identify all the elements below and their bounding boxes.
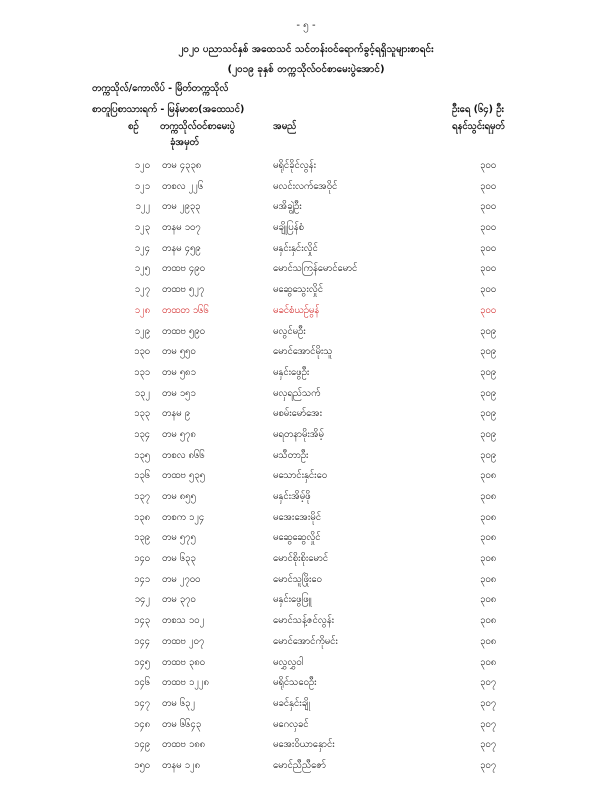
table-row <box>0 691 612 712</box>
row-number: ၁၂၀ <box>134 160 150 171</box>
marks: ၃၀၈ <box>480 470 497 482</box>
marks: ၃၀၈ <box>480 573 497 585</box>
total-count-label: ဦးရေ (၆၄) ဦး <box>452 104 504 115</box>
column-header-roll: တက္ကသိုလ်ဝင်စာမေးပွဲ <box>160 121 235 132</box>
student-name: မနှင်းနှင်းလှိုင် <box>273 242 318 254</box>
roll-number: တထဗ ၅၃၅ <box>162 470 205 482</box>
marks: ၃၀၀ <box>480 284 497 296</box>
table-row <box>0 525 612 546</box>
table-row <box>0 463 612 484</box>
row-number: ၁၄၀ <box>133 553 150 565</box>
student-name: မသောင်းနှင်းဝေ <box>273 470 328 482</box>
roll-number: တမ ၂၉၃၃ <box>162 201 201 213</box>
table-row <box>0 319 612 340</box>
column-header-roll-line2: ခုံအမှတ် <box>170 137 199 148</box>
table-row <box>0 546 612 567</box>
row-number: ၁၅၀ <box>133 759 150 771</box>
roll-number: တထဗ ၃၈၀ <box>162 656 205 668</box>
roll-number: တမ ၃၇၀ <box>162 594 196 606</box>
table-row <box>0 277 612 298</box>
student-name: မဆွေဆွေလှိုင် <box>273 532 321 544</box>
row-number: ၁၃၁ <box>133 366 150 378</box>
student-name: မလွင်မဦး <box>273 325 306 337</box>
marks: ၃၀၉ <box>480 346 497 358</box>
row-number: ၁၃၉ <box>133 532 150 544</box>
table-row <box>0 422 612 443</box>
roll-number: တထဗ ၁၈၈ <box>162 739 206 751</box>
page-title: ၂၀၂၀ ပညာသင်နှစ် အထေသင် သင်တန်းဝင်ရောက်ခွင့်ရရှိသူများစာရင်း <box>178 44 434 55</box>
marks: ၃၀၈ <box>480 635 497 647</box>
roll-number: တထဗ ၅၂၇ <box>162 284 205 296</box>
table-row <box>0 174 612 195</box>
student-name: မောင်သကြန်မောင်မောင် <box>273 263 358 275</box>
row-number: ၁၂၄ <box>134 242 150 254</box>
roll-number: တထဗ ၁၂၂၈ <box>162 677 209 689</box>
marks: ၃၀၈ <box>480 553 497 565</box>
marks: ၃၀၇ <box>480 718 497 730</box>
table-row <box>0 505 612 526</box>
row-number: ၁၃၃ <box>133 408 150 420</box>
student-name: မခင်နှင်းချို <box>273 697 310 709</box>
marks: ၃၀၉ <box>480 387 497 399</box>
roll-number: တနမ ၉ <box>162 408 190 420</box>
roll-number: တမ ၅၇၅ <box>162 532 196 544</box>
student-name: မဆွေသွေးလှိုင် <box>273 284 323 296</box>
roll-number: တထဗ ၅၉၀ <box>162 325 205 337</box>
student-name: မအေးအေးမိုင် <box>273 511 321 523</box>
table-row <box>0 629 612 650</box>
marks: ၃၀၈ <box>480 511 497 523</box>
table-row <box>0 443 612 464</box>
marks: ၃၀၇ <box>480 759 497 771</box>
row-number: ၁၄၄ <box>133 635 150 647</box>
table-row <box>0 484 612 505</box>
student-name: မောင်အောင်ကိုမင်း <box>273 635 338 647</box>
marks: ၃၀၈ <box>480 615 497 627</box>
roll-number: တမ ၂၇၀၀ <box>162 573 201 585</box>
marks: ၃၀၀ <box>480 201 497 213</box>
marks: ၃၀၇ <box>480 739 497 751</box>
table-row <box>0 608 612 629</box>
student-name: မရတနာမိုးအိမ့် <box>273 428 324 440</box>
student-name: မဂေလှခင် <box>273 718 309 730</box>
marks: ၃၀၈ <box>480 594 497 606</box>
student-name: မောင်ညီညီဇော် <box>273 759 326 771</box>
row-number: ၁၄၃ <box>133 615 150 627</box>
results-table <box>0 153 612 774</box>
row-number: ၁၃၆ <box>133 470 150 482</box>
roll-number: တမ ၅၇၈ <box>162 428 196 440</box>
roll-number: တမ ၈၅၅ <box>162 491 196 502</box>
marks: ၃၀၀ <box>480 222 497 234</box>
roll-number: တမ ၆၆၄၃ <box>162 718 202 730</box>
roll-number: တနမ ၁၀၇ <box>162 222 201 234</box>
roll-number: တမ ၄၃၃၈ <box>162 160 202 171</box>
table-row <box>0 381 612 402</box>
roll-number: တထဗ ၄၉၀ <box>162 263 205 275</box>
column-header-marks: ရနင်သွင်းရမှတ် <box>452 121 505 132</box>
row-number: ၁၄၁ <box>133 573 150 585</box>
roll-number: တထဗ ၂၀၇ <box>162 635 205 647</box>
student-name: မနှင်းအိမ့်ဖို <box>273 491 311 502</box>
marks: ၃၀၀ <box>480 242 497 254</box>
page-subtitle: (၂၀၁၉ ခုနှစ် တက္ကသိုလ်ဝင်စာမေးပွဲအောင်) <box>227 64 385 75</box>
table-row <box>0 401 612 422</box>
student-name: မောင်သန့်ဇင်လွန်း <box>273 615 335 627</box>
table-row <box>0 650 612 671</box>
row-number: ၁၂၃ <box>134 222 150 234</box>
student-name: မောင်အောင်မိုးသူ <box>273 346 333 358</box>
roll-number: တနမ ၁၂၈ <box>162 759 201 771</box>
marks: ၃၀၉ <box>480 408 497 420</box>
table-row <box>0 360 612 381</box>
student-name: မအေးဝိယာနှောင်း <box>273 739 335 751</box>
marks: ၃၀၉ <box>480 449 497 461</box>
roll-number: တမ ၅၅၀ <box>162 346 196 358</box>
marks: ၃၀၉ <box>480 366 497 378</box>
marks: ၃၀၇ <box>480 677 497 689</box>
marks: ၃၀၇ <box>480 697 497 709</box>
marks: ၃၀၉ <box>480 325 497 337</box>
student-name: မနှင်းဖွေဦး <box>273 366 310 378</box>
student-name: မခင်စံယဉ်မွန် <box>273 304 320 316</box>
row-number: ၁၃၄ <box>133 428 150 440</box>
marks: ၃၀၀ <box>480 304 497 316</box>
student-name: မချိုပြန်စံ <box>273 222 304 234</box>
row-number: ၁၂၇ <box>134 284 150 296</box>
row-number: ၁၂၂ <box>135 201 150 213</box>
roll-number: တမ ၆၃၂ <box>162 697 196 709</box>
row-number: ၁၄၇ <box>133 697 150 709</box>
table-row <box>0 567 612 588</box>
row-number: ၁၄၂ <box>134 594 150 606</box>
row-number: ၁၃၅ <box>133 449 150 461</box>
student-name: မောင်သူဖြိုးဝေ <box>273 573 322 585</box>
student-name: မစမ်းမော်အေး <box>273 408 323 420</box>
table-row <box>0 236 612 257</box>
student-name: မောင်စိုးစိုးမောင် <box>273 553 329 565</box>
marks: ၃၀၀ <box>480 180 497 192</box>
row-number: ၁၃၈ <box>133 511 150 523</box>
column-header-no: စဉ် <box>128 121 139 132</box>
row-number: ၁၃၀ <box>133 346 150 358</box>
roll-number: တစသ ၁၀၂ <box>162 615 205 627</box>
student-name: မသီတာဦး <box>273 449 309 461</box>
marks: ၃၀၈ <box>480 656 497 668</box>
row-number: ၁၄၅ <box>133 656 150 668</box>
student-name: မလင်းလက်အေဝိုင် <box>273 180 338 192</box>
student-name: မလှရည်သက် <box>273 387 321 399</box>
table-row <box>0 732 612 753</box>
table-row <box>0 339 612 360</box>
table-row <box>0 153 612 174</box>
marks: ၃၀၈ <box>480 532 497 544</box>
column-header-name: အမည် <box>273 121 297 132</box>
marks: ၃၀၈ <box>480 491 497 502</box>
row-number: ၁၃၇ <box>133 491 150 502</box>
student-name: မလွှလွှဝါ <box>273 656 304 668</box>
roll-number: တစလ ၈၆၆ <box>162 449 205 461</box>
page-number: - ၅ - <box>296 20 316 31</box>
roll-number: တမ ၅၈၁ <box>162 366 196 378</box>
marks: ၃၀၀ <box>480 160 497 171</box>
student-name: မနှင်းဖွေဖြူ <box>273 594 312 606</box>
table-row <box>0 753 612 774</box>
roll-number: တထတ ၁၆၆ <box>162 304 209 316</box>
row-number: ၁၄၉ <box>133 739 150 751</box>
row-number: ၁၂၉ <box>134 325 150 337</box>
row-number: ၁၂၁ <box>134 180 150 192</box>
table-row <box>0 712 612 733</box>
student-name: မရိုင်သဝေဦး <box>273 677 317 689</box>
table-row <box>0 587 612 608</box>
table-row <box>0 256 612 277</box>
row-number: ၁၂၅ <box>134 263 150 275</box>
university-label: တက္ကသိုလ်/ကောလိပ် - မြိတ်တက္ကသိုလ် <box>92 83 229 94</box>
table-row-highlighted <box>0 298 612 319</box>
table-row <box>0 194 612 215</box>
roll-number: တစက ၁၂၄ <box>162 511 205 523</box>
marks: ၃၀၀ <box>480 263 497 275</box>
marks: ၃၀၉ <box>480 428 497 440</box>
exam-subject-label: စာတူပြစာသားရက် - မြန်မာစာ(အထေသင်) <box>92 104 245 115</box>
roll-number: တမ ၆၃၃ <box>162 553 196 565</box>
table-row <box>0 215 612 236</box>
row-number: ၁၄၆ <box>133 677 150 689</box>
roll-number: တမ ၁၅၁ <box>162 387 196 399</box>
row-number: ၁၂၈ <box>134 304 150 316</box>
student-name: မအိချွဲဦး <box>273 201 302 213</box>
row-number: ၁၃၂ <box>134 387 150 399</box>
roll-number: တစလ ၂၂၆ <box>162 180 204 192</box>
student-name: မရိုင်ခိုင်လွန်း <box>273 160 317 171</box>
roll-number: တနမ ၄၅၉ <box>162 242 201 254</box>
table-row <box>0 670 612 691</box>
row-number: ၁၄၈ <box>133 718 150 730</box>
